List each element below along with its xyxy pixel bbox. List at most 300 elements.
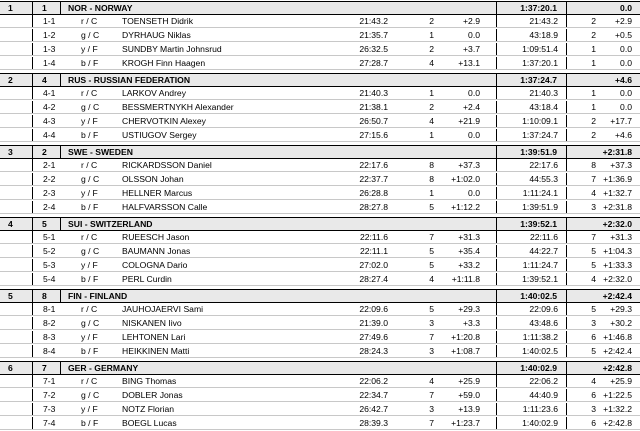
divider (32, 331, 33, 343)
divider (496, 317, 497, 329)
leg-row (0, 417, 640, 430)
athlete-name: RUEESCH Jason (122, 232, 190, 242)
team-block (0, 217, 640, 287)
team-total-time: 1:37:20.1 (520, 3, 557, 13)
team-bib: 2 (42, 147, 47, 157)
cumulative-behind: 0.0 (620, 88, 632, 98)
leg-time: 28:27.8 (359, 202, 388, 212)
divider (566, 173, 567, 185)
athlete-name: BING Thomas (122, 376, 177, 386)
divider (566, 43, 567, 55)
divider (566, 245, 567, 257)
divider (32, 375, 33, 387)
leg-behind: +59.0 (458, 390, 480, 400)
leg-technique: y / F (81, 116, 98, 126)
leg-time: 26:28.8 (359, 188, 388, 198)
leg-behind: +1:08.7 (451, 346, 480, 356)
leg-behind: 0.0 (468, 30, 480, 40)
team-name: NOR - NORWAY (68, 3, 133, 13)
leg-bib: 8-2 (43, 318, 56, 328)
divider (496, 2, 497, 14)
leg-behind: +1:20.8 (451, 332, 480, 342)
divider (32, 259, 33, 271)
divider (496, 187, 497, 199)
athlete-name: HEIKKINEN Matti (122, 346, 190, 356)
cumulative-time: 22:17.6 (529, 160, 558, 170)
leg-rank: 4 (429, 116, 434, 126)
team-behind: +2:32.0 (602, 219, 632, 229)
divider (566, 115, 567, 127)
cumulative-rank: 1 (591, 102, 596, 112)
leg-rank: 4 (429, 274, 434, 284)
leg-bib: 2-3 (43, 188, 56, 198)
cumulative-behind: +1:33.3 (603, 260, 632, 270)
cumulative-rank: 6 (591, 390, 596, 400)
cumulative-time: 1:11:38.2 (522, 332, 558, 342)
leg-technique: b / F (81, 58, 99, 68)
divider (496, 331, 497, 343)
leg-technique: g / C (81, 102, 100, 112)
athlete-name: SUNDBY Martin Johnsrud (122, 44, 222, 54)
divider (496, 259, 497, 271)
leg-behind: 0.0 (468, 188, 480, 198)
cumulative-behind: +1:32.2 (603, 404, 632, 414)
cumulative-time: 44:22.7 (529, 246, 558, 256)
divider (32, 201, 33, 213)
leg-behind: +1:02.0 (451, 174, 480, 184)
divider (496, 290, 497, 302)
cumulative-rank: 5 (591, 346, 596, 356)
athlete-name: BOEGL Lucas (122, 418, 177, 428)
leg-technique: r / C (81, 304, 98, 314)
leg-bib: 4-2 (43, 102, 56, 112)
athlete-name: USTIUGOV Sergey (122, 130, 197, 140)
leg-rank: 5 (429, 246, 434, 256)
cumulative-rank: 4 (591, 376, 596, 386)
leg-rank: 3 (429, 346, 434, 356)
leg-row (0, 129, 640, 142)
team-name: FIN - FINLAND (68, 291, 128, 301)
cumulative-rank: 5 (591, 260, 596, 270)
leg-technique: b / F (81, 346, 99, 356)
leg-time: 22:34.7 (359, 390, 388, 400)
divider (32, 159, 33, 171)
leg-row (0, 375, 640, 388)
team-header-row (0, 145, 640, 159)
leg-time: 21:38.1 (359, 102, 388, 112)
leg-rank: 7 (429, 390, 434, 400)
leg-time: 27:02.0 (359, 260, 388, 270)
leg-rank: 4 (429, 376, 434, 386)
divider (32, 389, 33, 401)
leg-row (0, 201, 640, 214)
team-header-row (0, 217, 640, 231)
leg-row (0, 187, 640, 200)
cumulative-behind: 0.0 (620, 58, 632, 68)
leg-time: 22:09.6 (359, 304, 388, 314)
leg-bib: 4-4 (43, 130, 56, 140)
leg-rank: 7 (429, 332, 434, 342)
team-block (0, 289, 640, 359)
leg-bib: 1-1 (43, 16, 56, 26)
cumulative-rank: 2 (591, 16, 596, 26)
divider (496, 146, 497, 158)
leg-behind: +31.3 (458, 232, 480, 242)
leg-technique: r / C (81, 232, 98, 242)
team-name: RUS - RUSSIAN FEDERATION (68, 75, 191, 85)
athlete-name: TOENSETH Didrik (122, 16, 193, 26)
leg-bib: 7-3 (43, 404, 56, 414)
leg-behind: +35.4 (458, 246, 480, 256)
cumulative-time: 44:55.3 (529, 174, 558, 184)
leg-behind: 0.0 (468, 88, 480, 98)
leg-row (0, 29, 640, 42)
divider (496, 231, 497, 243)
divider (566, 231, 567, 243)
divider (496, 159, 497, 171)
divider (566, 15, 567, 27)
cumulative-rank: 6 (591, 418, 596, 428)
leg-rank: 5 (429, 260, 434, 270)
team-name: GER - GERMANY (68, 363, 139, 373)
cumulative-time: 1:11:24.7 (522, 260, 558, 270)
leg-bib: 1-4 (43, 58, 56, 68)
leg-technique: r / C (81, 160, 98, 170)
divider (496, 201, 497, 213)
cumulative-behind: +2:31.8 (603, 202, 632, 212)
team-block (0, 145, 640, 215)
cumulative-behind: +1:36.9 (603, 174, 632, 184)
leg-row (0, 101, 640, 114)
leg-technique: b / F (81, 130, 99, 140)
leg-time: 21:35.7 (359, 30, 388, 40)
divider (566, 57, 567, 69)
divider (566, 74, 567, 86)
cumulative-time: 21:40.3 (529, 88, 558, 98)
leg-bib: 7-4 (43, 418, 56, 428)
leg-technique: y / F (81, 188, 98, 198)
leg-time: 26:32.5 (359, 44, 388, 54)
team-total-time: 1:40:02.5 (520, 291, 557, 301)
cumulative-time: 43:48.6 (529, 318, 558, 328)
divider (496, 87, 497, 99)
divider (496, 115, 497, 127)
leg-time: 22:11.6 (359, 232, 388, 242)
cumulative-behind: +2:42.8 (603, 418, 632, 428)
leg-row (0, 43, 640, 56)
cumulative-behind: +2:32.0 (603, 274, 632, 284)
leg-time: 27:49.6 (359, 332, 388, 342)
team-behind: +4.6 (615, 75, 632, 85)
results-table (0, 1, 640, 431)
athlete-name: KROGH Finn Haagen (122, 58, 206, 68)
cumulative-rank: 4 (591, 188, 596, 198)
athlete-name: CHERVOTKIN Alexey (122, 116, 206, 126)
divider (60, 2, 61, 14)
divider (32, 231, 33, 243)
leg-bib: 7-2 (43, 390, 56, 400)
leg-rank: 7 (429, 418, 434, 428)
cumulative-behind: +17.7 (610, 116, 632, 126)
athlete-name: LEHTONEN Lari (122, 332, 186, 342)
athlete-name: COLOGNA Dario (122, 260, 188, 270)
leg-behind: +2.4 (463, 102, 480, 112)
leg-technique: g / C (81, 174, 100, 184)
cumulative-rank: 5 (591, 246, 596, 256)
divider (32, 218, 33, 230)
leg-rank: 8 (429, 160, 434, 170)
divider (32, 74, 33, 86)
cumulative-time: 44:40.9 (529, 390, 558, 400)
divider (496, 375, 497, 387)
cumulative-rank: 8 (591, 160, 596, 170)
leg-technique: g / C (81, 318, 100, 328)
leg-bib: 2-2 (43, 174, 56, 184)
divider (60, 362, 61, 374)
team-block (0, 361, 640, 431)
divider (496, 218, 497, 230)
divider (566, 29, 567, 41)
leg-bib: 8-1 (43, 304, 56, 314)
divider (496, 74, 497, 86)
cumulative-rank: 2 (591, 30, 596, 40)
leg-row (0, 87, 640, 100)
leg-behind: +13.1 (458, 58, 480, 68)
leg-rank: 2 (429, 16, 434, 26)
leg-row (0, 115, 640, 128)
divider (496, 362, 497, 374)
divider (566, 187, 567, 199)
leg-row (0, 331, 640, 344)
cumulative-time: 43:18.9 (529, 30, 558, 40)
cumulative-rank: 3 (591, 202, 596, 212)
leg-row (0, 317, 640, 330)
team-rank: 3 (8, 147, 13, 157)
team-rank: 5 (8, 291, 13, 301)
leg-time: 26:50.7 (359, 116, 388, 126)
leg-bib: 5-4 (43, 274, 56, 284)
leg-bib: 5-2 (43, 246, 56, 256)
cumulative-behind: 0.0 (620, 44, 632, 54)
divider (566, 201, 567, 213)
leg-behind: +29.3 (458, 304, 480, 314)
cumulative-behind: +0.5 (615, 30, 632, 40)
leg-behind: +33.2 (458, 260, 480, 270)
leg-time: 27:15.6 (359, 130, 388, 140)
cumulative-behind: +30.2 (610, 318, 632, 328)
divider (32, 187, 33, 199)
leg-technique: g / C (81, 246, 100, 256)
leg-bib: 2-1 (43, 160, 56, 170)
leg-behind: +3.7 (463, 44, 480, 54)
divider (32, 403, 33, 415)
leg-rank: 5 (429, 202, 434, 212)
divider (566, 273, 567, 285)
cumulative-rank: 7 (591, 174, 596, 184)
cumulative-time: 43:18.4 (529, 102, 558, 112)
leg-row (0, 57, 640, 70)
cumulative-rank: 3 (591, 404, 596, 414)
divider (32, 173, 33, 185)
team-block (0, 1, 640, 71)
leg-technique: r / C (81, 88, 98, 98)
team-block (0, 73, 640, 143)
divider (566, 259, 567, 271)
leg-behind: +1:11.8 (451, 274, 480, 284)
team-total-time: 1:40:02.9 (520, 363, 557, 373)
leg-row (0, 15, 640, 28)
team-rank: 1 (8, 3, 13, 13)
leg-row (0, 159, 640, 172)
team-name: SUI - SWITZERLAND (68, 219, 153, 229)
team-header-row (0, 361, 640, 375)
leg-rank: 2 (429, 44, 434, 54)
cumulative-time: 21:43.2 (529, 16, 558, 26)
cumulative-behind: +1:32.7 (603, 188, 632, 198)
cumulative-rank: 7 (591, 232, 596, 242)
leg-row (0, 245, 640, 258)
athlete-name: BESSMERTNYKH Alexander (122, 102, 234, 112)
divider (32, 115, 33, 127)
cumulative-behind: +25.9 (610, 376, 632, 386)
cumulative-time: 22:11.6 (529, 232, 558, 242)
divider (32, 146, 33, 158)
cumulative-time: 22:06.2 (529, 376, 558, 386)
cumulative-rank: 5 (591, 304, 596, 314)
leg-rank: 4 (429, 58, 434, 68)
athlete-name: OLSSON Johan (122, 174, 184, 184)
leg-rank: 7 (429, 232, 434, 242)
cumulative-rank: 1 (591, 58, 596, 68)
team-name: SWE - SWEDEN (68, 147, 133, 157)
athlete-name: NISKANEN Iivo (122, 318, 182, 328)
leg-technique: b / F (81, 418, 99, 428)
leg-time: 22:11.1 (359, 246, 388, 256)
leg-rank: 1 (429, 30, 434, 40)
leg-row (0, 259, 640, 272)
athlete-name: HELLNER Marcus (122, 188, 193, 198)
leg-row (0, 173, 640, 186)
cumulative-behind: +4.6 (615, 130, 632, 140)
cumulative-rank: 2 (591, 116, 596, 126)
leg-rank: 5 (429, 304, 434, 314)
divider (496, 43, 497, 55)
divider (32, 273, 33, 285)
divider (60, 218, 61, 230)
divider (566, 218, 567, 230)
team-bib: 8 (42, 291, 47, 301)
divider (566, 375, 567, 387)
divider (60, 74, 61, 86)
leg-bib: 4-1 (43, 88, 56, 98)
team-bib: 5 (42, 219, 47, 229)
leg-time: 28:39.3 (359, 418, 388, 428)
leg-time: 21:39.0 (359, 318, 388, 328)
divider (32, 15, 33, 27)
leg-row (0, 345, 640, 358)
leg-technique: g / C (81, 30, 100, 40)
cumulative-time: 1:11:24.1 (522, 188, 558, 198)
team-bib: 1 (42, 3, 47, 13)
cumulative-time: 1:37:24.7 (522, 130, 558, 140)
leg-row (0, 389, 640, 402)
leg-time: 26:42.7 (359, 404, 388, 414)
divider (496, 173, 497, 185)
divider (32, 101, 33, 113)
cumulative-time: 1:11:23.6 (522, 404, 558, 414)
leg-behind: +21.9 (458, 116, 480, 126)
team-total-time: 1:39:51.9 (520, 147, 557, 157)
divider (566, 146, 567, 158)
team-behind: +2:42.4 (602, 291, 632, 301)
team-header-row (0, 73, 640, 87)
team-behind: +2:31.8 (602, 147, 632, 157)
cumulative-rank: 1 (591, 44, 596, 54)
leg-technique: y / F (81, 260, 98, 270)
cumulative-behind: +29.3 (610, 304, 632, 314)
team-bib: 4 (42, 75, 47, 85)
leg-time: 22:17.6 (359, 160, 388, 170)
leg-row (0, 403, 640, 416)
cumulative-time: 1:39:52.1 (522, 274, 558, 284)
leg-technique: r / C (81, 376, 98, 386)
leg-bib: 1-2 (43, 30, 56, 40)
divider (566, 417, 567, 429)
divider (496, 57, 497, 69)
divider (566, 2, 567, 14)
leg-behind: +1:12.2 (451, 202, 480, 212)
team-rank: 6 (8, 363, 13, 373)
divider (32, 57, 33, 69)
divider (566, 129, 567, 141)
divider (496, 345, 497, 357)
athlete-name: DYRHAUG Niklas (122, 30, 191, 40)
divider (60, 290, 61, 302)
divider (496, 15, 497, 27)
team-total-time: 1:39:52.1 (520, 219, 557, 229)
cumulative-behind: +31.3 (610, 232, 632, 242)
divider (496, 273, 497, 285)
cumulative-time: 1:40:02.9 (522, 418, 558, 428)
leg-time: 22:37.7 (359, 174, 388, 184)
leg-bib: 7-1 (43, 376, 56, 386)
athlete-name: LARKOV Andrey (122, 88, 187, 98)
divider (566, 290, 567, 302)
leg-row (0, 303, 640, 316)
leg-time: 28:27.4 (359, 274, 388, 284)
divider (566, 403, 567, 415)
leg-time: 28:24.3 (359, 346, 388, 356)
leg-technique: g / C (81, 390, 100, 400)
leg-technique: r / C (81, 16, 98, 26)
divider (496, 417, 497, 429)
cumulative-behind: +1:22.5 (603, 390, 632, 400)
leg-time: 22:06.2 (359, 376, 388, 386)
leg-behind: +13.9 (458, 404, 480, 414)
team-header-row (0, 289, 640, 303)
cumulative-time: 1:37:20.1 (522, 58, 558, 68)
athlete-name: JAUHOJAERVI Sami (122, 304, 204, 314)
divider (32, 362, 33, 374)
leg-technique: b / F (81, 274, 99, 284)
divider (566, 331, 567, 343)
divider (32, 245, 33, 257)
leg-time: 21:43.2 (359, 16, 388, 26)
cumulative-rank: 4 (591, 274, 596, 284)
leg-technique: y / F (81, 332, 98, 342)
leg-bib: 5-3 (43, 260, 56, 270)
leg-bib: 8-3 (43, 332, 56, 342)
